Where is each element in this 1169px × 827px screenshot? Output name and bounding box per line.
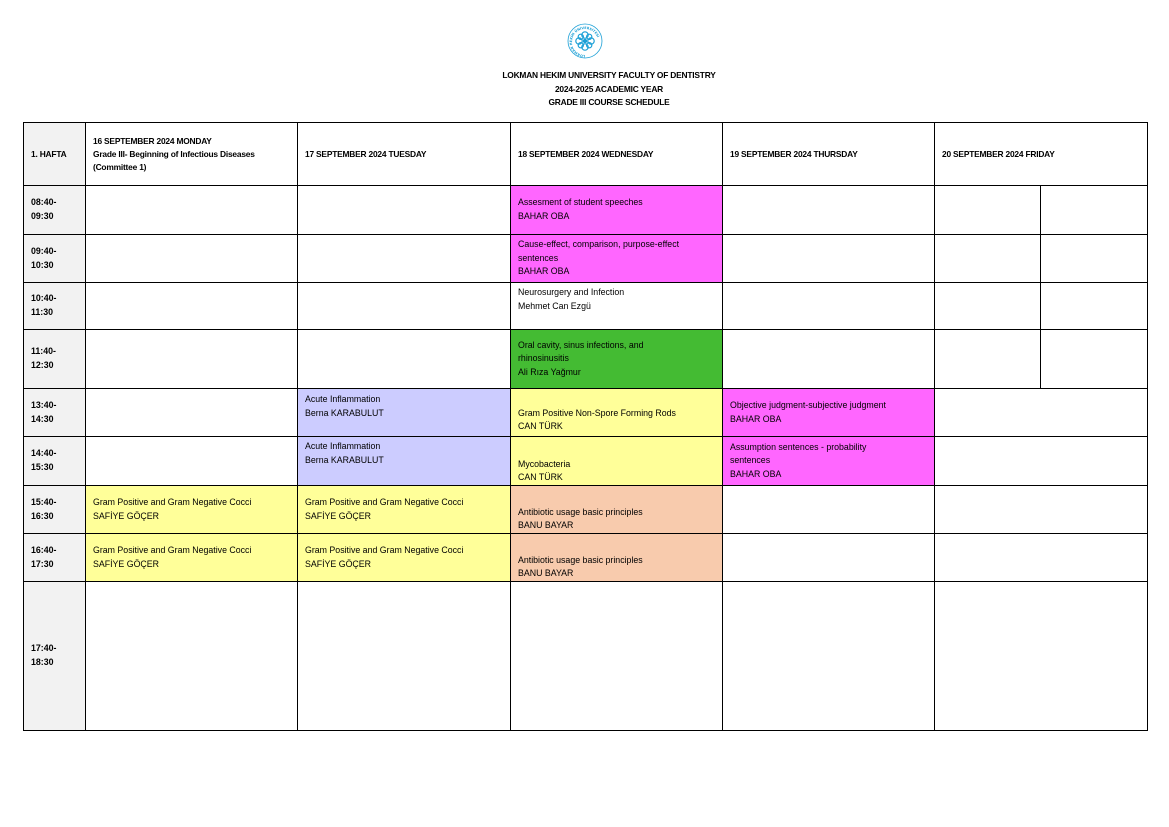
course-name: Acute Inflammation: [305, 441, 381, 451]
teacher-name: BAHAR OBA: [730, 413, 782, 424]
title-line-university: LOKMAN HEKIM UNIVERSITY FACULTY OF DENTISTRY: [502, 70, 716, 80]
course-name: Assumption sentences - probability: [730, 441, 867, 452]
table-row: [24, 389, 1148, 437]
course-cell: [298, 534, 511, 582]
empty-cell: [298, 582, 511, 731]
empty-cell: [1041, 235, 1148, 283]
teacher-name: BANU BAYAR: [518, 568, 574, 579]
course-cell: [511, 283, 723, 330]
header-wednesday: 18 SEPTEMBER 2024 WEDNESDAY: [511, 123, 723, 186]
course-name: Gram Positive and Gram Negative Cocci: [305, 496, 464, 507]
course-name: Antibiotic usage basic principles: [518, 554, 643, 565]
empty-cell: [86, 582, 298, 731]
course-cell: [723, 437, 935, 486]
course-cell: [511, 389, 723, 437]
course-schedule-table: [23, 122, 1148, 731]
header-thursday: 19 SEPTEMBER 2024 THURSDAY: [723, 123, 935, 186]
table-row: [24, 486, 1148, 534]
course-cell: [511, 486, 723, 534]
course-name: Gram Positive Non-Spore Forming Rods: [518, 407, 676, 418]
empty-cell: [723, 283, 935, 330]
course-cell: [511, 186, 723, 235]
course-cell: [298, 437, 511, 486]
empty-cell: [86, 235, 298, 283]
week-label: 1. HAFTA: [24, 123, 86, 186]
time-slot: 11:40- 12:30: [24, 330, 86, 389]
table-row: [24, 235, 1148, 283]
empty-cell: [298, 186, 511, 235]
time-slot: 10:40- 11:30: [24, 283, 86, 330]
empty-cell: [723, 330, 935, 389]
course-name: Assesment of student speeches: [518, 197, 643, 208]
empty-cell: [935, 186, 1041, 235]
monday-committee: Grade III- Beginning of Infectious Diseases (Committee 1): [93, 148, 255, 172]
course-name: Antibiotic usage basic principles: [518, 506, 643, 517]
document-title: [0, 69, 1169, 110]
course-name: Mycobacteria: [518, 458, 571, 469]
logo-text: LOKMAN HEKİM ÜNİVERSİTESİ: [568, 25, 600, 59]
header-tuesday: 17 SEPTEMBER 2024 TUESDAY: [298, 123, 511, 186]
empty-cell: [298, 283, 511, 330]
course-cell: [86, 486, 298, 534]
course-cell: [298, 389, 511, 437]
empty-cell: [86, 389, 298, 437]
empty-cell: [86, 283, 298, 330]
title-line-schedule: GRADE III COURSE SCHEDULE: [548, 97, 670, 108]
course-cell: [298, 486, 511, 534]
empty-cell: [935, 283, 1041, 330]
course-name: Cause-effect, comparison, purpose-effect: [518, 239, 680, 250]
empty-cell: [298, 330, 511, 389]
course-name: Gram Positive and Gram Negative Cocci: [305, 544, 464, 555]
teacher-name: BAHAR OBA: [518, 211, 570, 221]
course-name: Gram Positive and Gram Negative Cocci: [93, 544, 252, 555]
empty-cell: [723, 235, 935, 283]
teacher-name: Ali Rıza Yağmur: [518, 366, 581, 377]
course-name: Gram Positive and Gram Negative Cocci: [93, 496, 252, 507]
teacher-name: Berna KARABULUT: [305, 454, 384, 465]
course-name: Neurosurgery and Infection: [518, 287, 625, 297]
empty-cell: [1041, 186, 1148, 235]
course-cell: [511, 235, 723, 283]
course-name: Oral cavity, sinus infections, and: [518, 339, 644, 350]
table-row: [24, 582, 1148, 731]
monday-date: 16 SEPTEMBER 2024 MONDAY: [93, 135, 212, 146]
teacher-name: BANU BAYAR: [518, 520, 574, 531]
empty-cell: [723, 582, 935, 731]
course-name: Acute Inflammation: [305, 394, 381, 404]
table-row: [24, 437, 1148, 486]
table-row: [24, 534, 1148, 582]
teacher-name: BAHAR OBA: [518, 266, 570, 277]
empty-cell: [298, 235, 511, 283]
course-cell: [86, 534, 298, 582]
teacher-name: Berna KARABULUT: [305, 407, 384, 418]
teacher-name: Mehmet Can Ezgü: [518, 300, 591, 311]
table-row: [24, 283, 1148, 330]
empty-cell: [511, 582, 723, 731]
time-slot: 17:40- 18:30: [24, 582, 86, 731]
empty-cell: [935, 486, 1148, 534]
header-row: [24, 123, 1148, 186]
time-slot: 13:40- 14:30: [24, 389, 86, 437]
empty-cell: [86, 437, 298, 486]
course-cell: [723, 389, 935, 437]
course-cell: [511, 534, 723, 582]
teacher-name: SAFİYE GÖÇER: [93, 510, 159, 521]
table-row: [24, 186, 1148, 235]
university-logo-icon: [564, 22, 606, 60]
empty-cell: [935, 235, 1041, 283]
time-slot: 16:40- 17:30: [24, 534, 86, 582]
teacher-name: BAHAR OBA: [730, 468, 782, 479]
empty-cell: [935, 437, 1148, 486]
empty-cell: [723, 534, 935, 582]
header-monday: [86, 123, 298, 186]
course-name-cont: rhinosinusitis: [518, 353, 569, 364]
teacher-name: CAN TÜRK: [518, 421, 563, 432]
empty-cell: [86, 330, 298, 389]
empty-cell: [935, 330, 1041, 389]
header-friday: 20 SEPTEMBER 2024 FRIDAY: [935, 123, 1148, 186]
empty-cell: [723, 486, 935, 534]
teacher-name: SAFİYE GÖÇER: [93, 558, 159, 569]
empty-cell: [86, 186, 298, 235]
empty-cell: [935, 534, 1148, 582]
course-cell: [511, 437, 723, 486]
course-name-cont: sentences: [518, 252, 559, 263]
teacher-name: CAN TÜRK: [518, 472, 563, 483]
empty-cell: [723, 186, 935, 235]
course-cell: [511, 330, 723, 389]
empty-cell: [1041, 283, 1148, 330]
teacher-name: SAFİYE GÖÇER: [305, 558, 371, 569]
course-name-cont: sentences: [730, 455, 771, 466]
course-name: Objective judgment-subjective judgment: [730, 399, 886, 410]
time-slot: 09:40- 10:30: [24, 235, 86, 283]
title-line-academic-year: 2024-2025 ACADEMIC YEAR: [554, 83, 664, 94]
empty-cell: [935, 389, 1148, 437]
time-slot: 14:40- 15:30: [24, 437, 86, 486]
table-row: [24, 330, 1148, 389]
empty-cell: [1041, 330, 1148, 389]
empty-cell: [935, 582, 1148, 731]
teacher-name: SAFİYE GÖÇER: [305, 510, 371, 521]
time-slot: 08:40- 09:30: [24, 186, 86, 235]
time-slot: 15:40- 16:30: [24, 486, 86, 534]
